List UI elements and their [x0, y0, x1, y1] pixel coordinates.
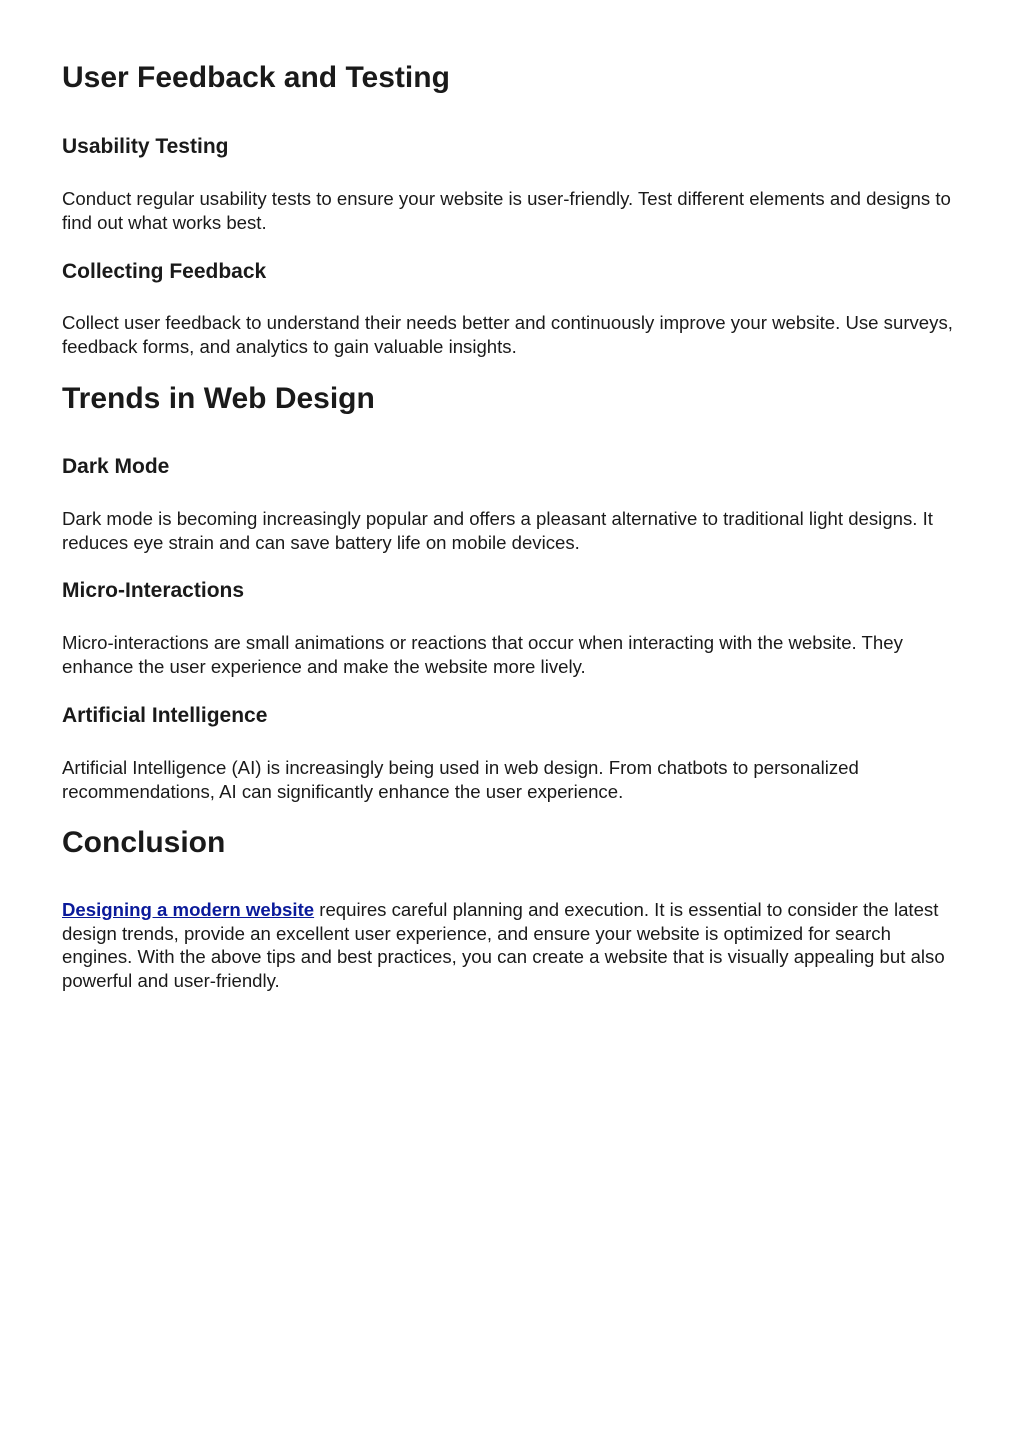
designing-modern-website-link[interactable]: Designing a modern website: [62, 899, 315, 920]
paragraph-artificial-intelligence: Artificial Intelligence (AI) is increasingly being used in web design. From chatbots to personalized recommendations, AI can significantly enhance the user experience.: [62, 757, 859, 802]
paragraph-dark-mode: Dark mode is becoming increasingly popular and offers a pleasant alternative to traditional light designs. It reduces eye strain and can save battery life on mobile devices.: [62, 508, 933, 553]
section-heading-trends: Trends in Web Design: [62, 382, 375, 415]
subheading-dark-mode: Dark Mode: [62, 455, 170, 478]
section-heading-conclusion: Conclusion: [62, 826, 226, 859]
subheading-usability-testing: Usability Testing: [62, 135, 229, 158]
paragraph-collecting-feedback: Collect user feedback to understand their needs better and continuously improve your website. Use surveys, feedback forms, and analytics to gain valuable insights.: [62, 312, 953, 357]
conclusion-text: requires careful planning and execution. It is essential to consider the latest design trends, provide an excellent user experience, and ensure your website is optimized for search engines. With the above tips and best practices, you can create a website that is visually appealing but also powerful and user-friendly.: [62, 899, 945, 991]
subheading-collecting-feedback: Collecting Feedback: [62, 260, 267, 283]
paragraph-usability-testing: Conduct regular usability tests to ensure your website is user-friendly. Test different elements and designs to find out what works best.: [62, 188, 951, 233]
subheading-micro-interactions: Micro-Interactions: [62, 579, 245, 602]
subheading-artificial-intelligence: Artificial Intelligence: [62, 704, 268, 727]
paragraph-conclusion: [62, 898, 962, 992]
paragraph-micro-interactions: Micro-interactions are small animations or reactions that occur when interacting with the website. They enhance the user experience and make the website more lively.: [62, 632, 903, 677]
section-heading-user-feedback: User Feedback and Testing: [62, 61, 450, 94]
